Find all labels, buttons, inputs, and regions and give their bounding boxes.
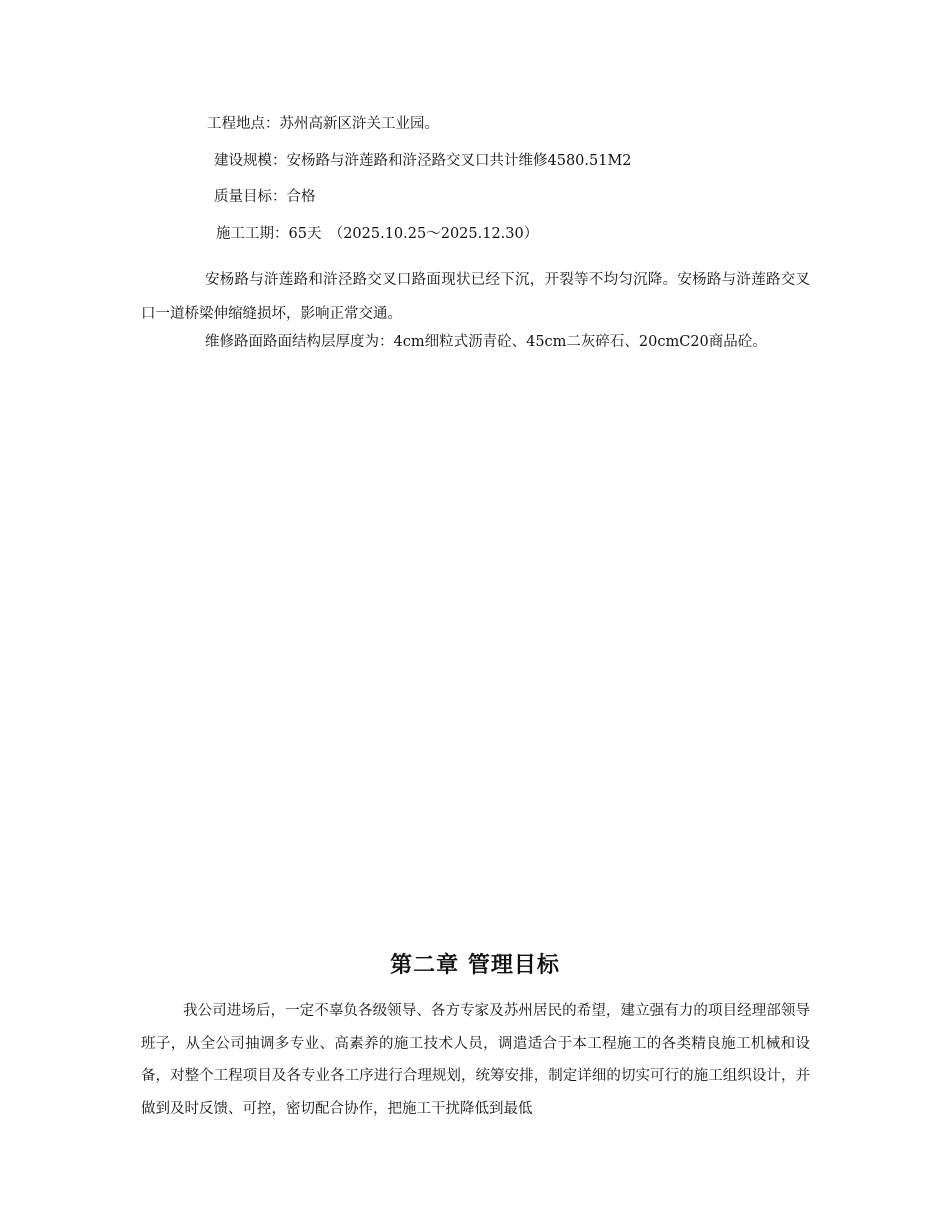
pavement-structure-paragraph: 维修路面路面结构层厚度为：4cm细粒式沥青砼、45cm二灰碎石、20cmC20商品砼。 xyxy=(205,334,767,350)
project-scale: 建设规模：安杨路与浒莲路和浒泾路交叉口共计维修4580.51M2 xyxy=(214,153,632,169)
chapter-body-paragraph: 我公司进场后，一定不辜负各级领导、各方专家及苏州居民的希望，建立强有力的项目经理部领导班子，从全公司抽调多专业、高素养的施工技术人员，调遣适合于本工程施工的各类精良施工机械和设备，对整个工程项目及各专业各工序进行合理规划，统筹安排，制定详细的切实可行的施工组织设计，并做到及时反馈、可控，密切配合协作，把施工干扰降低到最低 xyxy=(141,1003,810,1117)
construction-period: 施工工期：65天 （2025.10.25～2025.12.30） xyxy=(216,226,539,242)
quality-target: 质量目标：合格 xyxy=(214,189,316,205)
chapter-title: 第二章 管理目标 xyxy=(390,953,560,978)
road-status-paragraph: 安杨路与浒莲路和浒泾路交叉口路面现状已经下沉，开裂等不均匀沉降。安杨路与浒莲路交叉口一道桥梁伸缩缝损坏，影响正常交通。 xyxy=(141,272,810,322)
project-location: 工程地点：苏州高新区浒关工业园。 xyxy=(207,116,439,132)
